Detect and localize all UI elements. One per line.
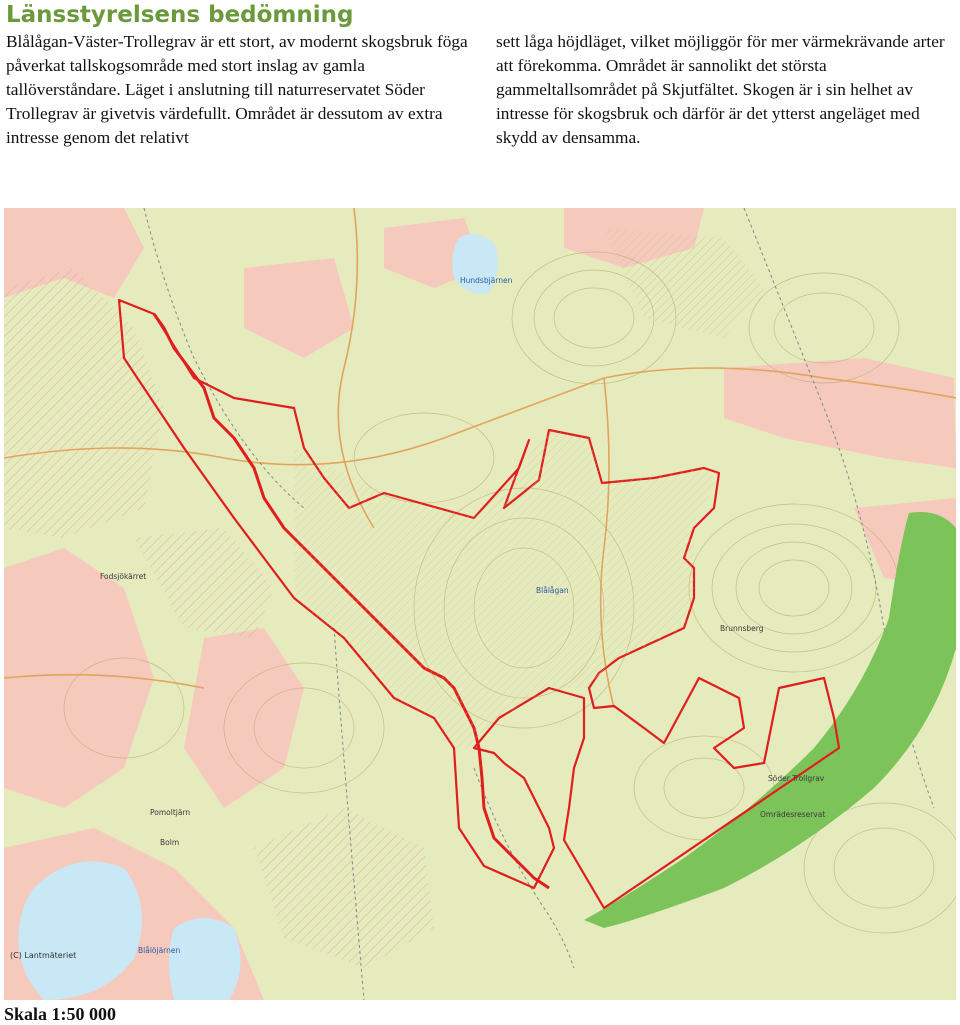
map-label-forest-left: Fodsjökärret — [100, 572, 147, 581]
map-graphic — [4, 208, 956, 1000]
map-label-lake-top: Hundsbjärnen — [460, 276, 513, 285]
map-label-center: Blålågan — [536, 586, 569, 595]
map-label-reserve: Söder Trollgrav — [768, 774, 825, 783]
map-label-left-mid: Pomoltjärn — [150, 808, 191, 817]
map-scale: Skala 1:50 000 — [4, 1004, 117, 1024]
map-label-right: Brunnsberg — [720, 624, 764, 633]
map-label-left-mid-2: Bolm — [160, 838, 180, 847]
map-label-reserve-2: Omrädesreservat — [760, 810, 826, 819]
map-label-lake-bottom: Blålöjärnen — [138, 946, 181, 955]
section-heading: Länsstyrelsens bedömning — [6, 2, 354, 28]
map-copyright: (C) Lantmäteriet — [10, 951, 77, 960]
body-text-left: Blålågan-Väster-Trollegrav är ett stort, av modernt skogsbruk föga påverkat tallskogsområde med stort inslag av gamla tallöverståndare. Läget i anslutning till naturreservatet Söder Trollegrav är givetvis värdefullt. Området är dessutom av extra intresse genom det relativt — [6, 32, 468, 147]
topographic-map — [4, 208, 956, 1000]
body-text-right: sett låga höjdläget, vilket möjliggör för mer värmekrävande arter att förekomma. Området är sannolikt det största gammeltallsområdet på Skjutfältet. Skogen är i sin helhet av intresse för skogsbruk och därför är det ytterst angeläget med skydd av densamma. — [496, 32, 945, 147]
